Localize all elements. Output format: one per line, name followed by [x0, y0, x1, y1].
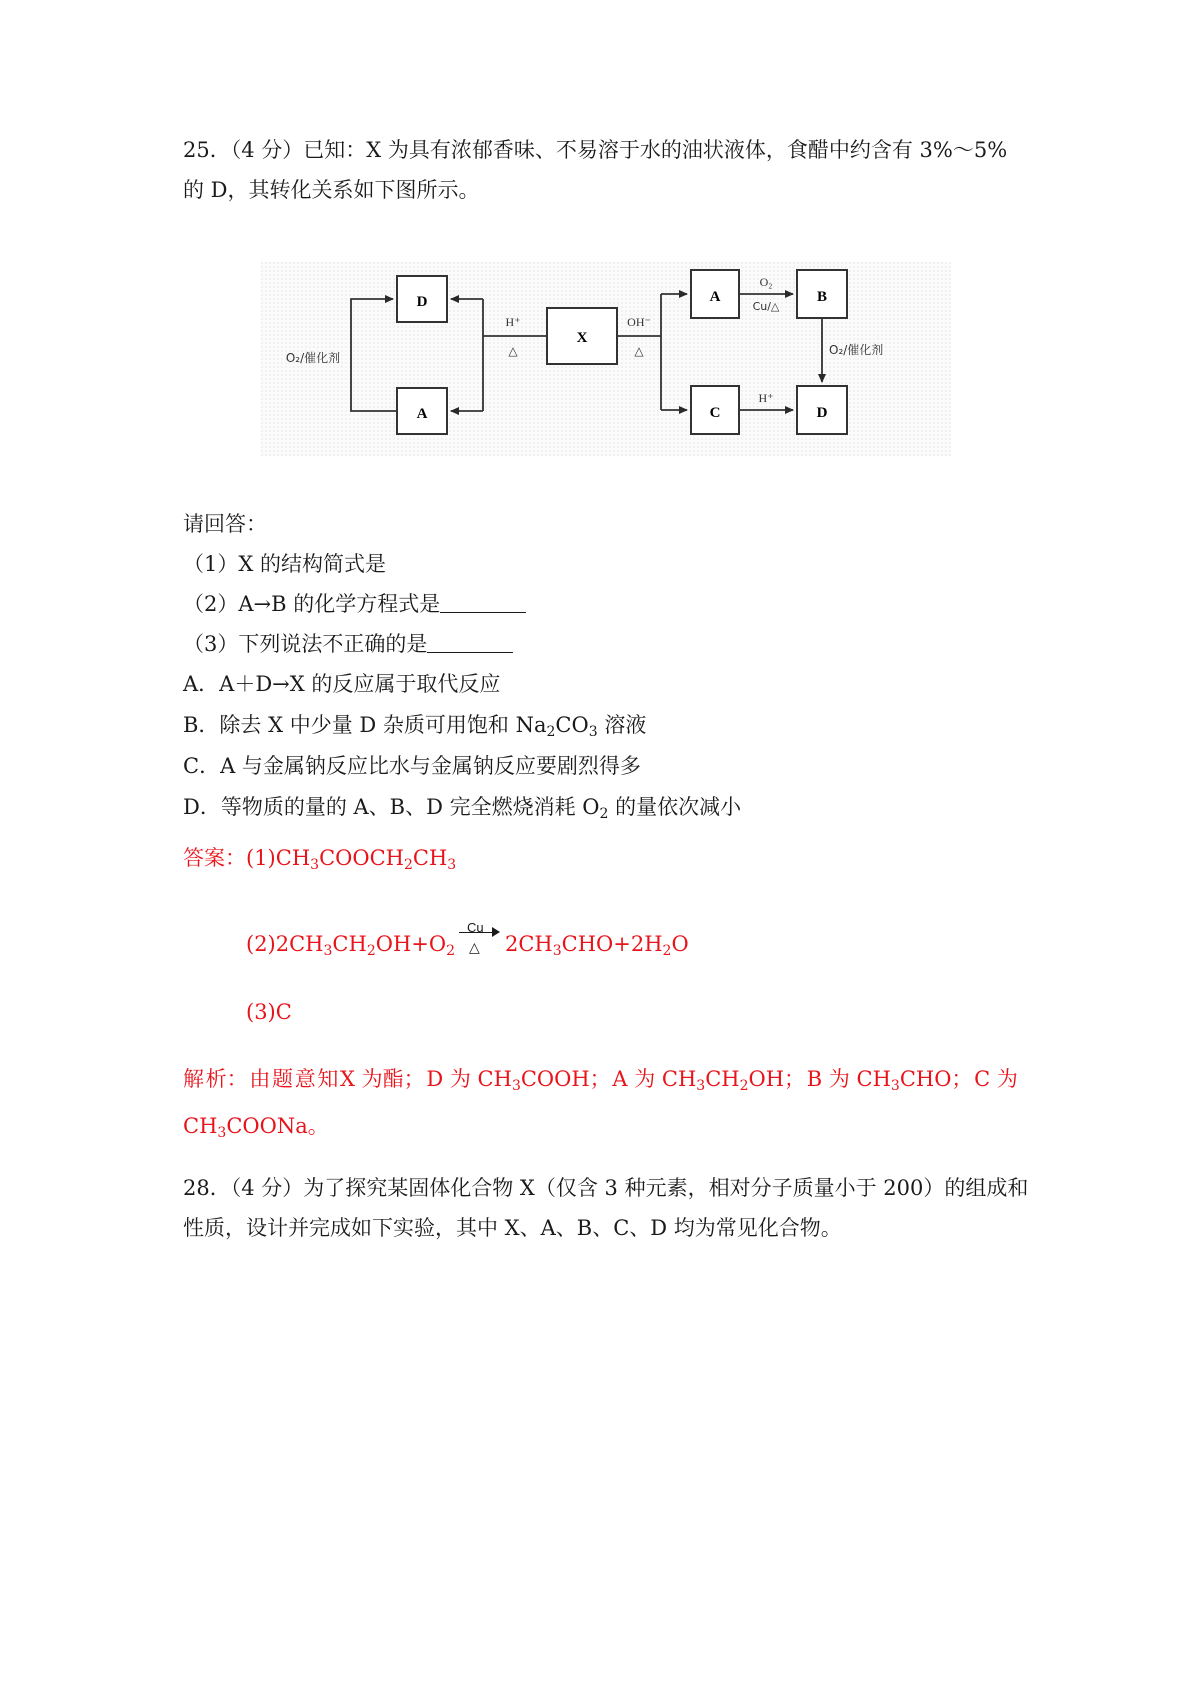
- answer-1: CH: [412, 846, 448, 870]
- label-delta-mid: △: [634, 344, 644, 358]
- analysis-word: X 为酯；: [340, 1067, 425, 1091]
- subscript: 3: [310, 857, 320, 873]
- reaction-flow-diagram: [261, 262, 951, 456]
- subscript: 3: [323, 943, 333, 959]
- q25-line1: 25．（4 分）已知：X 为具有浓郁香味、不易溶于水的油状液体，食醋中约含有 3%～5%: [183, 138, 1008, 162]
- option-d-text: D．等物质的量的 A、B、D 完全燃烧消耗 O: [183, 795, 600, 819]
- subscript: 2: [403, 857, 413, 873]
- answer-blank: [440, 594, 526, 613]
- subscript: 3: [588, 724, 598, 740]
- q28-line1: 28．（4 分）为了探究某固体化合物 X（仅含 3 种元素，相对分子质量小于 200）的组成和: [183, 1176, 1029, 1200]
- question-2-text: （2）A→B 的化学方程式是: [183, 592, 441, 616]
- analysis-word: 解: [183, 1067, 204, 1091]
- subscript: 3: [447, 857, 457, 873]
- question-3-text: （3）下列说法不正确的是: [183, 632, 428, 656]
- answer-2: (2)2CH: [246, 932, 324, 956]
- condition-delta: △: [469, 940, 480, 956]
- label-o2-catalyst-left: O₂/催化剂: [285, 351, 341, 365]
- label-delta-left: △: [508, 344, 518, 358]
- label-h-plus-right: H⁺: [758, 391, 774, 405]
- option-a: A．A＋D→X 的反应属于取代反应: [183, 672, 501, 696]
- subscript: 3: [552, 943, 562, 959]
- label-cu-delta: Cu/△: [752, 300, 780, 313]
- label-oh-minus: OH⁻: [627, 315, 651, 329]
- subscript: 2: [599, 806, 609, 822]
- label-h-plus: H⁺: [505, 315, 521, 329]
- answer-1: (1)CH: [246, 846, 311, 870]
- label-o2-catalyst-right: O₂/催化剂: [829, 343, 884, 357]
- svg-text:C: C: [709, 405, 721, 421]
- subscript: 3: [217, 1125, 227, 1141]
- analysis-word: 由: [249, 1067, 271, 1091]
- analysis-word: 知: [317, 1067, 339, 1091]
- analysis-line-1: [183, 1065, 1018, 1093]
- answer-2: CH: [332, 932, 367, 956]
- svg-text:B: B: [816, 289, 828, 305]
- option-b-text: 溶液: [597, 713, 647, 737]
- box-d-right: [797, 386, 847, 434]
- option-b: [183, 711, 646, 739]
- analysis-b: B 为 $CH_3CHO$；: [806, 1067, 973, 1094]
- option-d-text: 的量依次减小: [608, 795, 742, 819]
- question-1: （1）X 的结构简式是: [183, 552, 386, 576]
- analysis-word: 析：: [205, 1067, 248, 1091]
- subscript: 2: [546, 724, 556, 740]
- questions-intro: 请回答：: [183, 512, 267, 536]
- box-b: [797, 270, 847, 318]
- analysis-d: D 为 $CH_3COOH$；: [426, 1067, 611, 1094]
- analysis-c: COONa。: [226, 1114, 329, 1138]
- answer-line-3: (3)C: [246, 1000, 292, 1024]
- answer-1: COOCH: [319, 846, 404, 870]
- analysis-c: CH: [183, 1114, 218, 1138]
- analysis-a: A 为 $CH_3CH_2OH$；: [612, 1067, 806, 1094]
- analysis-word: C 为: [974, 1067, 1018, 1091]
- subscript: 2: [662, 943, 672, 959]
- box-c: [691, 386, 739, 434]
- answer-2: 2CH: [505, 932, 553, 956]
- analysis-word: 题: [272, 1067, 294, 1091]
- analysis-line-2: [183, 1112, 329, 1140]
- answer-line-1: [183, 844, 456, 872]
- answer-line-2: [246, 920, 689, 959]
- answer-2: OH+O: [375, 932, 447, 956]
- q25-line2: 的 D，其转化关系如下图所示。: [183, 178, 480, 202]
- question-3: [183, 630, 513, 658]
- svg-text:D: D: [416, 294, 428, 310]
- analysis-word: 意: [294, 1067, 316, 1091]
- box-x: [547, 308, 617, 364]
- condition-cu: Cu: [467, 920, 484, 935]
- box-d-left: [397, 276, 447, 322]
- svg-text:A: A: [709, 289, 721, 305]
- q28-line2: 性质，设计并完成如下实验，其中 X、A、B、C、D 均为常见化合物。: [183, 1216, 842, 1240]
- svg-text:X: X: [576, 330, 588, 346]
- question-2: [183, 590, 526, 618]
- box-a-right: [691, 270, 739, 318]
- answer-2: O: [671, 932, 689, 956]
- svg-text:D: D: [816, 405, 828, 421]
- option-d: [183, 793, 741, 821]
- label-o2: O₂: [759, 275, 773, 289]
- option-b-text: CO: [555, 713, 589, 737]
- option-b-text: B．除去 X 中少量 D 杂质可用饱和 Na: [183, 713, 547, 737]
- svg-text:A: A: [416, 406, 428, 422]
- subscript: 2: [366, 943, 376, 959]
- box-a-left: [397, 388, 447, 434]
- reaction-condition-arrow: [459, 920, 501, 958]
- subscript: 2: [446, 943, 455, 959]
- option-c: C．A 与金属钠反应比水与金属钠反应要剧烈得多: [183, 754, 641, 778]
- answer-2: CHO+2H: [561, 932, 663, 956]
- answer-blank: [427, 634, 513, 653]
- answer-label: 答案：: [183, 846, 246, 870]
